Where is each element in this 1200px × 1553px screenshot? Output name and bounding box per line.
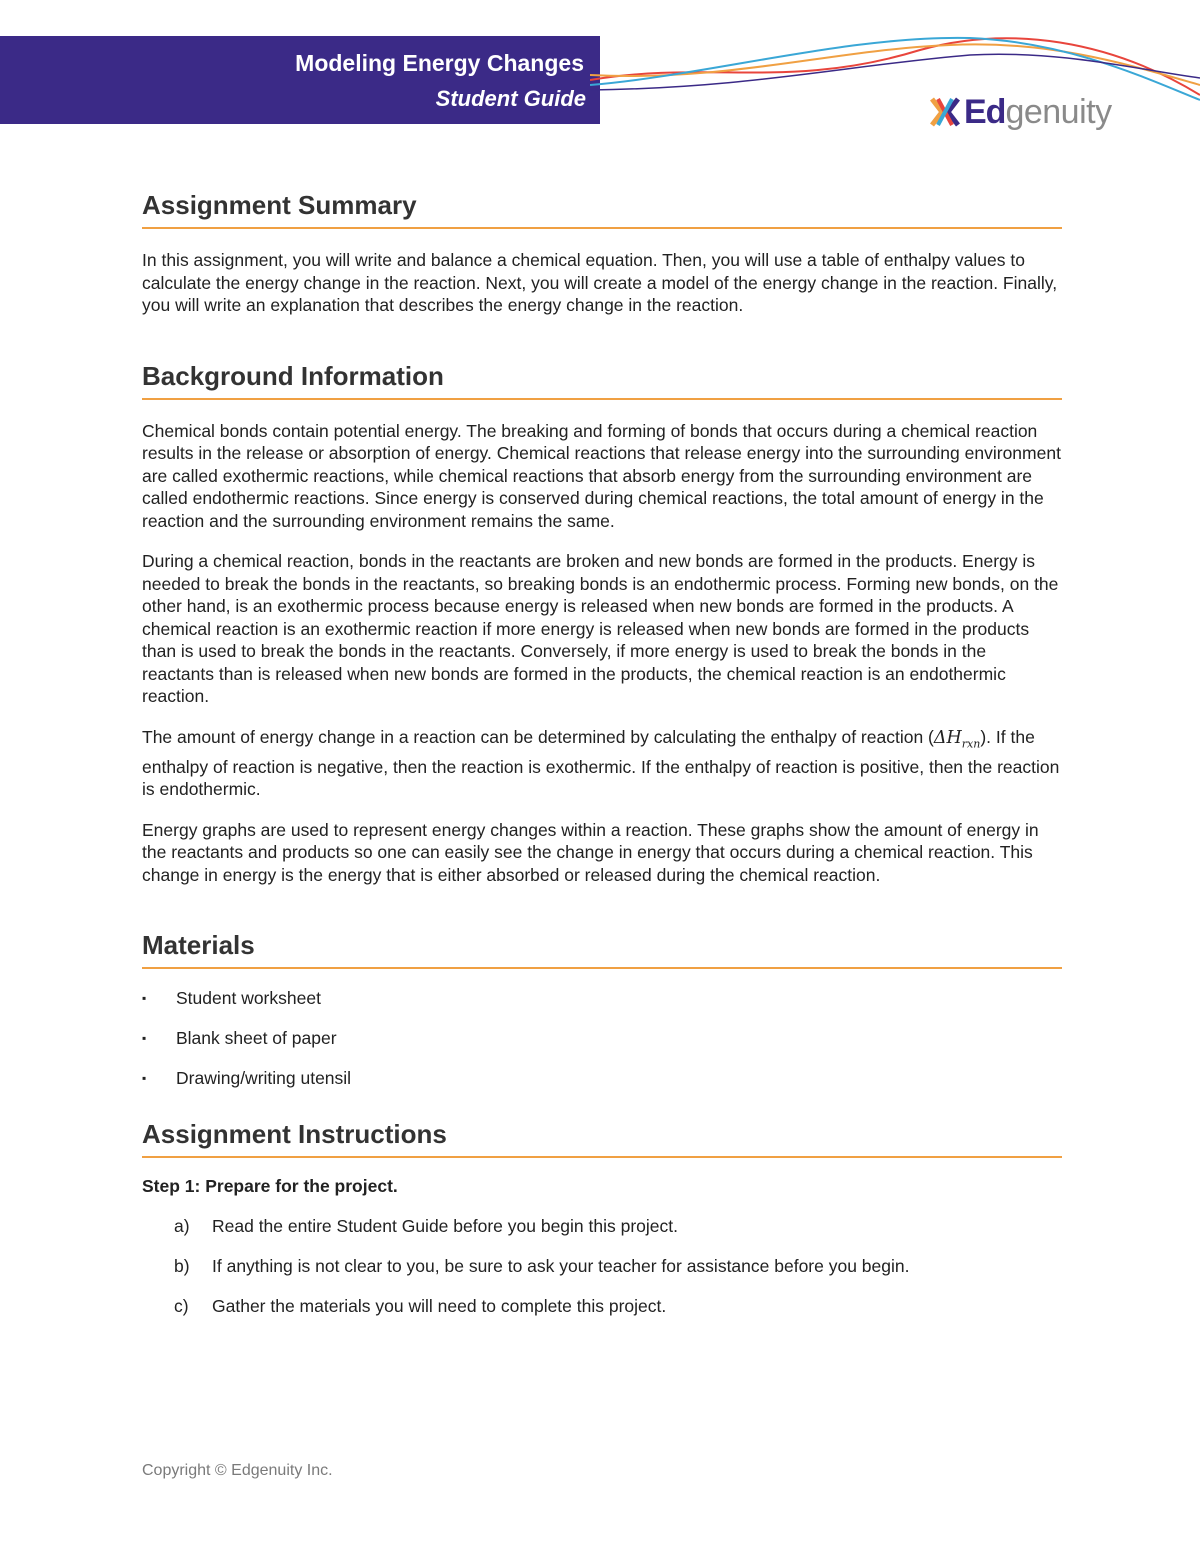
step-1-item [142,1255,1062,1277]
step-1-item [142,1295,1062,1317]
background-information-heading: Background Information [142,361,1062,400]
edgenuity-logo [928,90,1112,134]
assignment-instructions-heading: Assignment Instructions [142,1119,1062,1158]
logo-text-genuity: genuity [1005,92,1112,131]
step-item-letter: a) [174,1216,190,1236]
background-paragraph-2: During a chemical reaction, bonds in the reactants are broken and new bonds are formed in the products. Energy is needed to break the bonds in the reactants, so breaking bonds is an endothermic process. Forming new bonds, on the other hand, is an exothermic process because energy is released when new bonds are formed in the products. A chemical reaction is an exothermic reaction if more energy is released when new bonds are formed in the products than is used to break the bonds in the reactants. Conversely, if more energy is used to break the bonds in the reactants than is released when new bonds are formed in the products, the chemical reaction is an endothermic reaction. [142,551,1059,706]
enthalpy-delta-h: ΔH [933,727,962,748]
square-bullet-icon: ▪ [142,1071,147,1085]
materials-list-item [142,1067,1062,1089]
step-item-letter: c) [174,1296,189,1316]
step-item-text: Gather the materials you will need to complete this project. [212,1296,667,1316]
logo-text-ed: Ed [964,92,1006,131]
materials-item-text: Drawing/writing utensil [176,1068,352,1088]
enthalpy-subscript: rxn [961,737,981,750]
step-1-heading: Step 1: Prepare for the project. [142,1176,398,1196]
paragraph-3-lead: The amount of energy change in a reaction can be determined by calculating the enthalpy of reaction ( [142,726,934,747]
document-body [142,190,1062,1335]
step-item-text: Read the entire Student Guide before you begin this project. [212,1216,678,1236]
document-title: Modeling Energy Changes [295,50,584,76]
step-item-letter: b) [174,1256,190,1276]
materials-list [142,987,1062,1089]
materials-heading: Materials [142,930,1062,969]
background-paragraph-1: Chemical bonds contain potential energy. The breaking and forming of bonds that occurs during a chemical reaction results in the release or absorption of energy. Chemical reactions that release energy into the surrounding environment are called exothermic reactions, while chemical reactions that absorb energy from the surrounding environment are called endothermic reactions. Since energy is conserved during chemical reactions, the total amount of energy in the reaction and the surrounding environment remains the same. [142,420,1061,531]
header-band [0,36,600,124]
materials-list-item [142,987,1062,1009]
copyright-footer: Copyright © Edgenuity Inc. [142,1462,333,1479]
background-paragraph-3 [142,726,1062,801]
step-1-list [142,1215,1062,1317]
paragraph-3-rest: ). If the enthalpy of reaction is negative, then the reaction is exothermic. If the enthalpy of reaction is positive, then the reaction is endothermic. [142,726,1060,799]
document-subtitle: Student Guide [435,86,586,111]
step-item-text: If anything is not clear to you, be sure to ask your teacher for assistance before you begin. [212,1256,910,1276]
materials-item-text: Blank sheet of paper [176,1028,337,1048]
background-paragraph-4: Energy graphs are used to represent energy changes within a reaction. These graphs show the amount of energy in the reactants and products so one can easily see the change in energy that occurs during a chemical reaction. This change in energy is the energy that is either absorbed or released during the chemical reaction. [142,819,1039,885]
edgenuity-x-logo-icon [928,95,962,129]
step-1-item [142,1215,1062,1237]
square-bullet-icon: ▪ [142,991,147,1005]
assignment-summary-heading: Assignment Summary [142,190,1062,229]
materials-list-item [142,1027,1062,1049]
square-bullet-icon: ▪ [142,1031,147,1045]
materials-item-text: Student worksheet [176,988,321,1008]
assignment-summary-text: In this assignment, you will write and balance a chemical equation. Then, you will use a table of enthalpy values to calculate the energy change in the reaction. Next, you will create a model of the energy change in the reaction. Finally, you will write an explanation that describes the energy change in the reaction. [142,250,1058,315]
enthalpy-symbol [934,728,980,748]
